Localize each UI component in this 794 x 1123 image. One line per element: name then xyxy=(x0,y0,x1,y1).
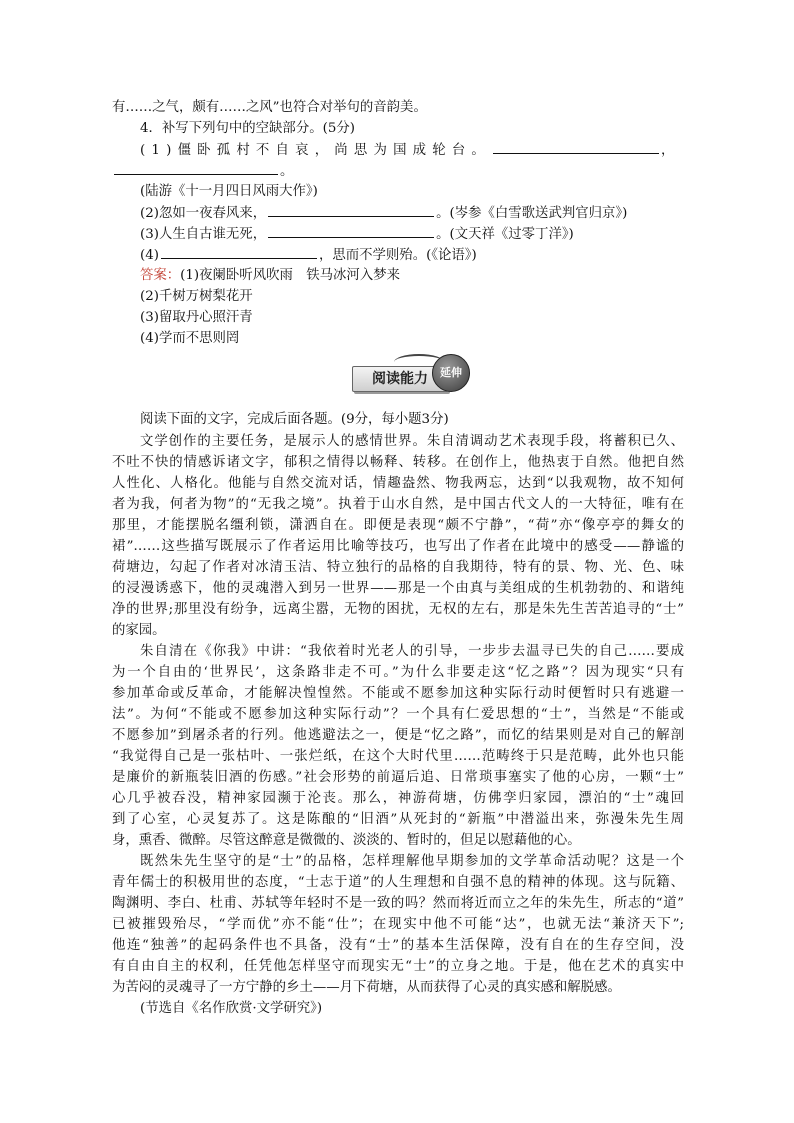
answer-line-2: (2)千树万树梨花开 xyxy=(140,289,253,304)
paragraph-line: 他连“独善”的起码条件也不具备，没有“士”的基本生活保障，没有自在的生存空间，没 xyxy=(112,938,684,953)
answer-blank[interactable] xyxy=(268,223,434,238)
paragraph-line: 文学创作的主要任务，是展示人的感情世界。朱自清调动艺术表现手段，将蓄积已久、 xyxy=(140,434,684,449)
fill-blank-1: (1)僵卧孤村不自哀，尚思为国成轮台。 ， xyxy=(112,139,684,160)
paragraph-line: 身，熏香、微醉。尽管这醉意是微微的、淡淡的、暂时的，但足以慰藉他的心。 xyxy=(112,833,581,848)
answer-line-3: (3)留取丹心照汗青 xyxy=(140,310,253,325)
paragraph-line: 为苦闷的灵魂寻了一方宁静的乡土——月下荷塘，从而获得了心灵的真实感和解脱感。 xyxy=(112,980,621,995)
paragraph-line: 者为我，何者为物”的“无我之境”。执着于山水自然，是中国古代文人的一大特征，唯有在 xyxy=(112,497,684,512)
paragraph-line: 青年儒士的积极用世的态度，“士志于道”的人生理想和自强不息的精神的体现。这与阮籍、 xyxy=(112,875,684,890)
paragraph-line: 的浸漫诱惑下，他的灵魂潜入到另一世界——那是一个由真与美组成的生机勃勃的、和谐纯 xyxy=(112,581,684,596)
answer-blank[interactable] xyxy=(268,202,434,217)
paragraph-line: 既然朱先生坚守的是“士”的品格，怎样理解他早期参加的文学革命活动呢？这是一个 xyxy=(140,854,684,869)
paragraph-line: 不愿参加”到屠杀者的行列。他逃避法之一，便是“忆之路”，而忆的结果则是对自己的解剖 xyxy=(112,728,684,743)
paragraph-line: 的家园。 xyxy=(112,623,166,638)
paragraph-line: “我觉得自己是一张枯叶、一张烂纸，在这个大时代里……范畴终于只是范畴，此外也只能 xyxy=(112,749,684,764)
answer-label: 答案： xyxy=(140,268,181,283)
paragraph-line: 人性化、人格化。他能与自然交流对话，情趣盎然、物我两忘，达到“以我观物，故不知何 xyxy=(112,476,684,491)
fill-blank-4: (4) ，思而不学则殆。(《论语》) xyxy=(112,244,684,265)
paragraph-line: 是廉价的新瓶装旧酒的伤感。”社会形势的前逼后追、日常琐事塞实了他的心房，一颗“士” xyxy=(112,770,684,785)
paragraph-line: 那里，才能摆脱名缰利锁，潇洒自在。即便是表现“颇不宁静”，“荷”亦“像亭亭的舞女的 xyxy=(112,518,684,533)
fill-blank-1-cont: 。 xyxy=(112,160,684,181)
answer-line-1: 答案：(1)夜阑卧听风吹雨 铁马冰河入梦来 xyxy=(140,268,400,283)
question-4-heading: 4．补写下列句中的空缺部分。(5分) xyxy=(140,121,355,136)
paragraph-line: 已被摧毁殆尽，“学而优”亦不能“仕”；在现实中他不可能“达”，也就无法“兼济天下”; xyxy=(112,917,684,932)
paragraph-line: 有自由自主的权利，任凭他怎样坚守而现实无“士”的立身之地。于是，他在艺术的真实中 xyxy=(112,959,684,974)
paragraph-line: 法”。为何“不能或不愿参加这种实际行动”？一个具有仁爱思想的“士”，当然是“不能或 xyxy=(112,707,684,722)
paragraph-line: 心几乎被吞没，精神家园濒于沦丧。那么，神游荷塘，仿佛孪归家园，漂泊的“士”魂回 xyxy=(112,791,684,806)
paragraph-line: 参加革命或反革命，才能解决惶惶然。不能或不愿参加这种实际行动时便暂时只有逃避一 xyxy=(112,686,684,701)
reading-instruction: 阅读下面的文字，完成后面各题。(9分，每小题3分) xyxy=(140,412,449,427)
section-badge xyxy=(348,350,472,394)
fill-blank-2: (2)忽如一夜春风来， 。(岑参《白雪歌送武判官归京》) xyxy=(112,202,684,223)
answer-blank[interactable] xyxy=(114,160,278,175)
answer-blank[interactable] xyxy=(161,244,317,259)
fill-blank-1-text: (1)僵卧孤村不自哀，尚思为国成轮台。 xyxy=(140,143,492,158)
paragraph-line: 朱自清在《你我》中讲：“我依着时光老人的引导，一步步去温寻已失的自己……要成 xyxy=(140,644,684,659)
text-line: 有……之气，颇有……之风”也符合对举句的音韵美。 xyxy=(112,100,427,115)
paragraph-line: 到了心室，心灵复苏了。这是陈酿的“旧酒”从死封的“新瓶”中潜溢出来，弥漫朱先生周 xyxy=(112,812,684,827)
paragraph-line: 为一个自由的‘世界民’，这条路非走不可。”为什么非要走这“忆之路”？因为现实“只有 xyxy=(112,665,684,680)
paragraph-line: 陶渊明、李白、杜甫、苏轼等年轻时不是一致的吗？然而将近而立之年的朱先生，所志的“道” xyxy=(112,896,684,911)
section-title: 阅读能力 xyxy=(372,371,428,387)
paragraph-line: 净的世界;那里没有纷争，远离尘嚣，无物的困扰，无权的左右，那是朱先生苦苦追寻的“士” xyxy=(112,602,684,617)
source-citation: (节选自《名作欣赏·文学研究》) xyxy=(140,1001,323,1016)
fill-blank-3: (3)人生自古谁无死， 。(文天祥《过零丁洋》) xyxy=(112,223,684,244)
answer-line-4: (4)学而不思则罔 xyxy=(140,331,240,346)
answer-blank[interactable] xyxy=(493,139,659,154)
fill-blank-1-source: (陆游《十一月四日风雨大作》) xyxy=(140,184,318,199)
extension-badge-icon: 延伸 xyxy=(432,354,470,392)
paragraph-line: 不吐不快的情感诉诸文字，郁积之情得以畅释、转移。在创作上，他热衷于自然。他把自然 xyxy=(112,455,684,470)
paragraph-line: 荷塘边，勾起了作者对冰清玉洁、特立独行的品格的自我期待，特有的景、物、光、色、味 xyxy=(112,560,684,575)
paragraph-line: 裙”……这些描写既展示了作者运用比喻等技巧，也写出了作者在此境中的感受——静谧的 xyxy=(112,539,684,554)
